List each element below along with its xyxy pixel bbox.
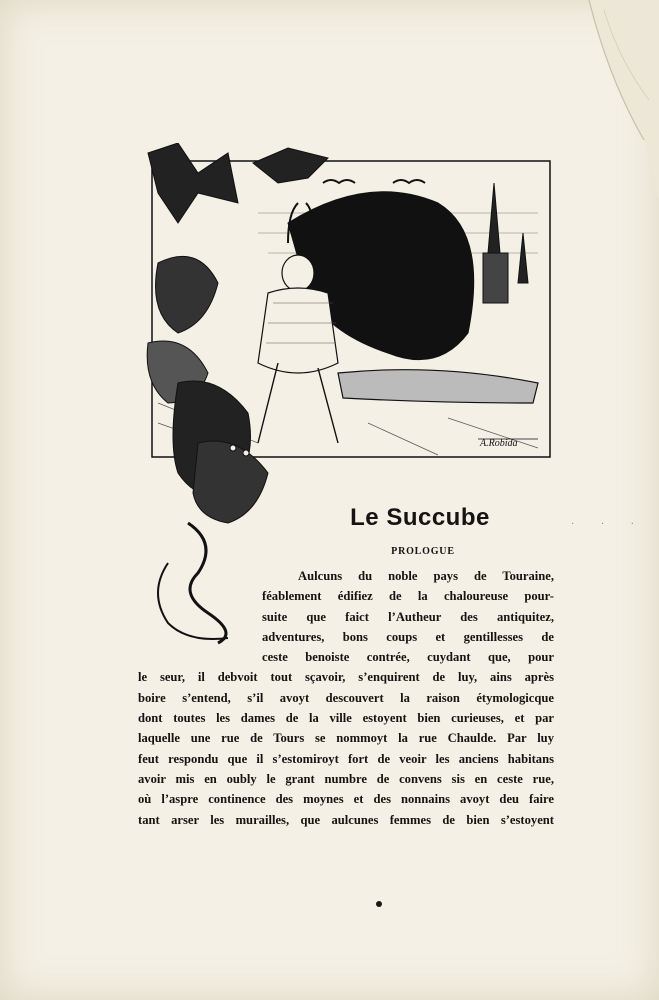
text-line: tant arser les murailles, que aulcunes femmes de bien s’estoyent xyxy=(138,812,554,827)
text-line: Aulcuns du noble pays de Touraine, xyxy=(298,569,554,583)
text-line: le seur, il debvoit tout sçavoir, s’enquirent de luy, ains après xyxy=(138,670,554,685)
margin-dots: · · · xyxy=(571,519,646,530)
page-title: Le Succube xyxy=(350,504,490,531)
text-line: feut respondu que il s’estomiroyt fort de veoir les anciens habitans xyxy=(138,751,554,766)
text-line: laquelle une rue de Tours se nommoyt la rue Chaulde. Par luy xyxy=(138,731,554,746)
text-line: féablement édifiez de la chaloureuse pour- xyxy=(262,589,554,604)
text-line: suite que faict l’Autheur des antiquitez, xyxy=(262,609,554,624)
section-heading: PROLOGUE xyxy=(391,546,455,557)
text-line: boire s’entend, s’il avoyt descouvert la raison étymologicque xyxy=(138,690,554,705)
text-line: avoir mis en oubly le grant numbre de convens sis en ceste rue, xyxy=(138,771,554,786)
text-line: où l’aspre continence des moynes et des nonnains avoyt deu faire xyxy=(138,792,554,807)
text-line: dont toutes les dames de la ville estoyent bien curieuses, et par xyxy=(138,711,554,726)
text-line: adventures, bons coups et gentillesses de xyxy=(262,629,554,644)
page-dot xyxy=(376,901,382,907)
prologue-text xyxy=(138,566,554,830)
page-crease xyxy=(549,0,659,200)
text-line: ceste benoiste contrée, cuydant que, pour xyxy=(262,650,554,665)
illustration-signature: A.Robida xyxy=(480,438,518,449)
